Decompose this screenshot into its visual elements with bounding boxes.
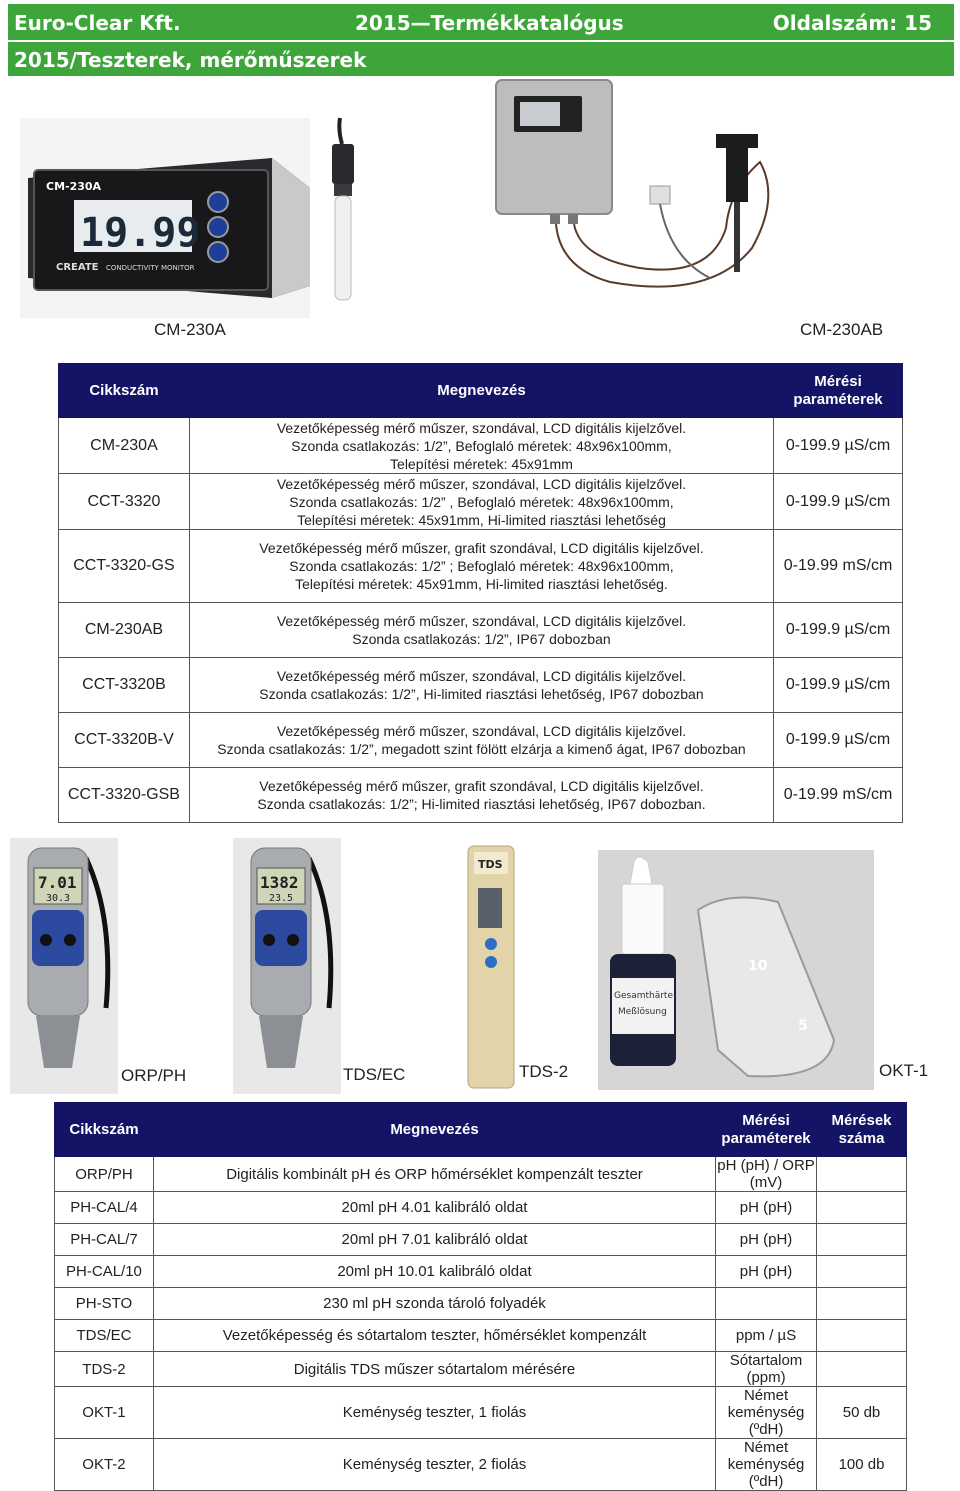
row-code: CCT-3320-GS <box>59 530 190 603</box>
section-title: 2015/Teszterek, mérőműszerek <box>14 48 367 72</box>
row-description: Vezetőképesség mérő műszer, szondával, LCD digitális kijelzővel. Szonda csatlakozás: 1/2”, Befoglaló méretek: 48x96x100mm, Telepítési méretek: 45x91mm <box>189 418 773 474</box>
table-row <box>59 474 903 530</box>
bottle-label-2: Meßlösung <box>618 1007 667 1017</box>
caption-tds-ec: TDS/EC <box>343 1065 406 1084</box>
tds2-label: TDS <box>478 858 503 871</box>
header-name: Megnevezés <box>189 364 773 418</box>
row-param: Német keménység (ºdH) <box>716 1387 817 1439</box>
cm-230ab-ip67-box-image <box>490 78 790 310</box>
okt-hardness-kit-image <box>598 850 874 1090</box>
row-param: pH (pH) <box>716 1192 817 1224</box>
caption-tds-2: TDS-2 <box>519 1062 569 1081</box>
row-code: TDS-2 <box>55 1352 154 1387</box>
row-name: 230 ml pH szonda tároló folyadék <box>153 1288 715 1320</box>
page-number: Oldalszám: 15 <box>772 11 932 35</box>
conductivity-products-table <box>58 363 903 823</box>
table-row <box>55 1288 907 1320</box>
table-row <box>55 1192 907 1224</box>
row-name: Vezetőképesség és sótartalom teszter, hőmérséklet kompenzált <box>153 1320 715 1352</box>
catalog-title: 2015—Termékkatalógus <box>355 11 624 35</box>
row-name: Keménység teszter, 2 fiolás <box>153 1439 715 1491</box>
table-row <box>55 1256 907 1288</box>
caption-orp-ph: ORP/PH <box>121 1066 187 1085</box>
title-bar <box>8 4 954 40</box>
row-name: Digitális TDS műszer sótartalom mérésére <box>153 1352 715 1387</box>
row-param: pH (pH) <box>716 1224 817 1256</box>
row-code: PH-CAL/10 <box>55 1256 154 1288</box>
caption-okt-1: OKT-1 <box>879 1061 929 1080</box>
meter-subtitle-text: CONDUCTIVITY MONITOR <box>106 264 195 272</box>
table-header-row <box>59 364 903 418</box>
table-row <box>55 1387 907 1439</box>
row-code: PH-STO <box>55 1288 154 1320</box>
table-row <box>59 768 903 823</box>
table-row <box>55 1352 907 1387</box>
row-param: pH (pH) <box>716 1256 817 1288</box>
header-params: Mérési paraméterek <box>774 364 903 418</box>
section-bar <box>8 42 954 76</box>
table-row <box>55 1224 907 1256</box>
row-count <box>817 1352 907 1387</box>
tds-display-top: 1382 <box>260 873 299 892</box>
cm-230a-panel-meter-image <box>20 118 310 318</box>
row-param: 0-199.9 µS/cm <box>774 603 903 658</box>
row-description: Vezetőképesség mérő műszer, szondával, LCD digitális kijelzővel. Szonda csatlakozás: 1/2”, Hi-limited riasztási lehetőség, IP67 dobozban <box>189 658 773 713</box>
table-row <box>55 1157 907 1192</box>
row-count: 50 db <box>817 1387 907 1439</box>
row-code: PH-CAL/4 <box>55 1192 154 1224</box>
table-row <box>55 1320 907 1352</box>
company-name: Euro-Clear Kft. <box>14 11 181 35</box>
testers-table <box>54 1102 907 1491</box>
conductivity-probe-image <box>320 118 370 314</box>
row-name: Keménység teszter, 1 fiolás <box>153 1387 715 1439</box>
tds-display-bottom: 23.5 <box>269 893 294 904</box>
row-count <box>817 1256 907 1288</box>
row-param: ppm / µS <box>716 1320 817 1352</box>
row-code: PH-CAL/7 <box>55 1224 154 1256</box>
row-description: Vezetőképesség mérő műszer, grafit szondával, LCD digitális kijelzővel. Szonda csatlakozás: 1/2”; Hi-limited riasztási lehetőség, IP67 dobozban. <box>189 768 773 823</box>
orp-display-bottom: 30.3 <box>46 893 71 904</box>
row-code: CCT-3320B-V <box>59 713 190 768</box>
table-row <box>59 713 903 768</box>
table-row <box>55 1439 907 1491</box>
row-param <box>716 1288 817 1320</box>
row-param: pH (pH) / ORP (mV) <box>717 1157 815 1191</box>
meter-model-text: CM-230A <box>46 180 102 193</box>
row-description: Vezetőképesség mérő műszer, szondával, LCD digitális kijelzővel. Szonda csatlakozás: 1/2”, megadott szint fölött elzárja a kimenő ágat, IP67 dobozban <box>189 713 773 768</box>
header-name: Megnevezés <box>153 1103 715 1157</box>
orp-ph-tester-image <box>10 838 118 1094</box>
row-param: 0-199.9 µS/cm <box>774 474 903 530</box>
row-param: 0-199.9 µS/cm <box>774 713 903 768</box>
header-params: Mérési paraméterek <box>716 1103 817 1157</box>
row-code: CCT-3320 <box>59 474 190 530</box>
table-row <box>59 530 903 603</box>
row-count <box>817 1288 907 1320</box>
row-name: 20ml pH 10.01 kalibráló oldat <box>153 1256 715 1288</box>
glass-mark-5: 5 <box>798 1018 808 1034</box>
row-code: CM-230AB <box>59 603 190 658</box>
glass-mark-10: 10 <box>748 958 768 974</box>
row-code: OKT-1 <box>55 1387 154 1439</box>
row-param: 0-199.9 µS/cm <box>774 418 903 474</box>
row-code: OKT-2 <box>55 1439 154 1491</box>
row-param: Német keménység (ºdH) <box>716 1439 817 1491</box>
bottle-label-1: Gesamthärte <box>614 991 673 1001</box>
tds-ec-tester-image <box>233 838 341 1094</box>
row-count: 100 db <box>817 1439 907 1491</box>
header-count: Mérések száma <box>817 1103 907 1157</box>
row-name: 20ml pH 7.01 kalibráló oldat <box>153 1224 715 1256</box>
row-name: Digitális kombinált pH és ORP hőmérséklet kompenzált teszter <box>153 1157 715 1192</box>
row-code: CM-230A <box>59 418 190 474</box>
row-param: 0-19.99 mS/cm <box>774 530 903 603</box>
row-name: 20ml pH 4.01 kalibráló oldat <box>153 1192 715 1224</box>
row-description: Vezetőképesség mérő műszer, szondával, LCD digitális kijelzővel. Szonda csatlakozás: 1/2” , Befoglaló méretek: 48x96x100mm, Telepítési méretek: 45x91mm, Hi-limited riasztási lehetőség <box>189 474 773 530</box>
table-header-row <box>55 1103 907 1157</box>
header-code: Cikkszám <box>59 364 190 418</box>
tds-2-pen-image <box>466 844 516 1090</box>
table-row <box>59 603 903 658</box>
row-param: Sótartalom (ppm) <box>716 1352 817 1387</box>
row-count <box>817 1192 907 1224</box>
row-count <box>817 1157 907 1192</box>
row-code: CCT-3320-GSB <box>59 768 190 823</box>
header-code: Cikkszám <box>55 1103 154 1157</box>
table-row <box>59 418 903 474</box>
table-row <box>59 658 903 713</box>
row-count <box>817 1320 907 1352</box>
row-code: ORP/PH <box>55 1157 154 1192</box>
row-description: Vezetőképesség mérő műszer, szondával, LCD digitális kijelzővel. Szonda csatlakozás: 1/2”, IP67 dobozban <box>189 603 773 658</box>
row-count <box>817 1224 907 1256</box>
row-description: Vezetőképesség mérő műszer, grafit szondával, LCD digitális kijelzővel. Szonda csatlakozás: 1/2” ; Befoglaló méretek: 48x96x100mm, Telepítési méretek: 45x91mm, Hi-limited riasztási lehetőség. <box>189 530 773 603</box>
meter-brand-text: CREATE <box>56 262 99 273</box>
row-param: 0-199.9 µS/cm <box>774 658 903 713</box>
row-code: CCT-3320B <box>59 658 190 713</box>
row-code: TDS/EC <box>55 1320 154 1352</box>
caption-cm-230ab: CM-230AB <box>800 320 884 339</box>
orp-display-top: 7.01 <box>38 873 77 892</box>
caption-cm-230a: CM-230A <box>154 320 226 339</box>
row-param: 0-19.99 mS/cm <box>774 768 903 823</box>
meter-display-value: 19.99 <box>80 210 201 256</box>
